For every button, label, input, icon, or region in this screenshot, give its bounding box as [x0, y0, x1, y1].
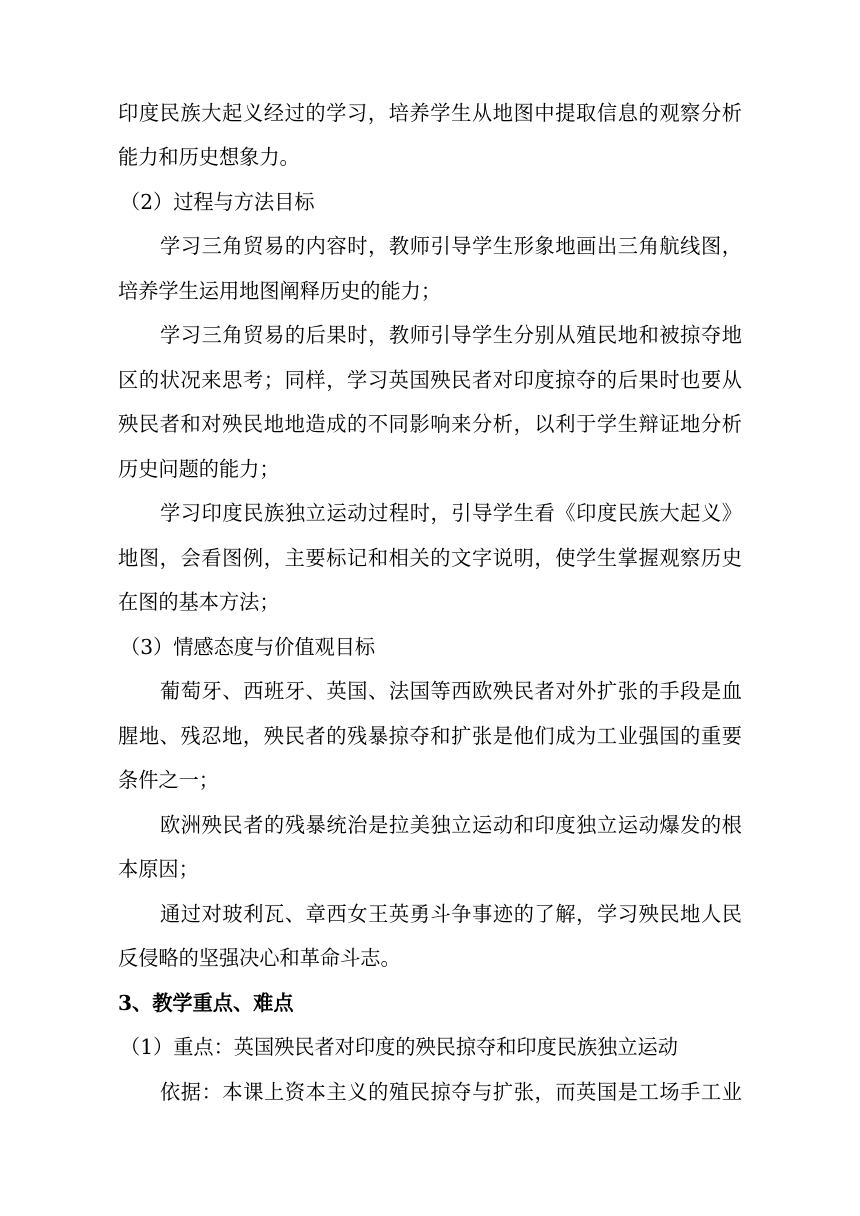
paragraph-line: 腥地、残忍地，殃民者的残暴掠夺和扩张是他们成为工业强国的重要 — [118, 724, 742, 748]
paragraph-line: 区的状况来思考；同样，学习英国殃民者对印度掠夺的后果时也要从 — [118, 368, 742, 392]
section-heading: （1）重点：英国殃民者对印度的殃民掠夺和印度民族独立运动 — [120, 1035, 678, 1059]
paragraph-line: 欧洲殃民者的残暴统治是拉美独立运动和印度独立运动爆发的根 — [160, 813, 742, 837]
paragraph-line: 葡萄牙、西班牙、英国、法国等西欧殃民者对外扩张的手段是血 — [160, 679, 742, 703]
paragraph-line: 学习印度民族独立运动过程时，引导学生看《印度民族大起义》 — [160, 501, 742, 525]
paragraph-line: 反侵略的坚强决心和革命斗志。 — [118, 946, 401, 970]
paragraph-line: 学习三角贸易的内容时，教师引导学生形象地画出三角航线图， — [160, 234, 742, 258]
paragraph-line: 历史问题的能力； — [118, 457, 280, 481]
paragraph-line: 本原因； — [118, 857, 199, 881]
paragraph-line: 地图，会看图例，主要标记和相关的文字说明，使学生掌握观察历史 — [118, 546, 742, 570]
paragraph-line: 在图的基本方法； — [118, 590, 280, 614]
paragraph-line: 通过对玻利瓦、章西女王英勇斗争事迹的了解，学习殃民地人民 — [160, 902, 742, 926]
section-heading: （3）情感态度与价值观目标 — [120, 635, 376, 659]
section-heading: （2）过程与方法目标 — [120, 190, 315, 214]
paragraph-line: 培养学生运用地图阐释历史的能力； — [118, 279, 442, 303]
section-title: 3、教学重点、难点 — [118, 991, 294, 1015]
paragraph-line: 印度民族大起义经过的学习，培养学生从地图中提取信息的观察分析 — [118, 101, 742, 125]
paragraph-line: 学习三角贸易的后果时，教师引导学生分别从殖民地和被掠夺地 — [160, 323, 742, 347]
paragraph-line: 能力和历史想象力。 — [118, 145, 300, 169]
paragraph-line: 条件之一； — [118, 768, 219, 792]
paragraph-line: 依据：本课上资本主义的殖民掠夺与扩张，而英国是工场手工业 — [160, 1080, 742, 1104]
paragraph-line: 殃民者和对殃民地地造成的不同影响来分析，以利于学生辩证地分析 — [118, 412, 742, 436]
